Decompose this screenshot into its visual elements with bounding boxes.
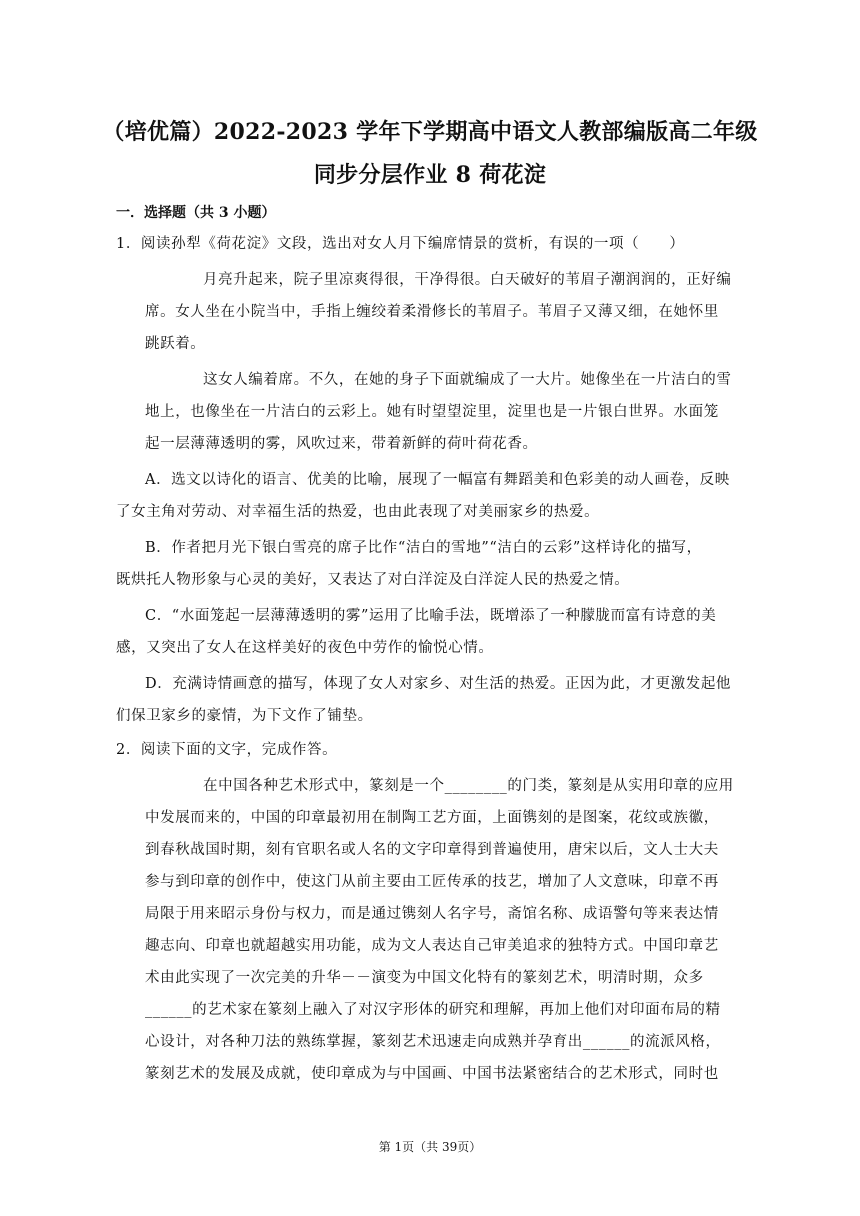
question-1-passage-line: 起一层薄薄透明的雾，风吹过来，带着新鲜的荷叶荷花香。 [145, 436, 538, 452]
question-2-passage-line: 参与到印章的创作中，使这门从前主要由工匠传承的技艺，增加了人文意味，印章不再 [145, 874, 719, 890]
page-title-line-1: （培优篇）2022-2023 学年下学期高中语文人教部编版高二年级 [102, 119, 758, 145]
question-2-passage-line: 在中国各种艺术形式中，篆刻是一个________的门类，篆刻是从实用印章的应用 [203, 778, 734, 794]
question-1-passage-line: 月亮升起来，院子里凉爽得很，干净得很。白天破好的苇眉子潮润润的，正好编 [203, 272, 732, 288]
question-2-passage-line: 篆刻艺术的发展及成就，使印章成为与中国画、中国书法紧密结合的艺术形式，同时也 [145, 1066, 719, 1082]
question-1-option-a-cont: 了女主角对劳动、对幸福生活的热爱，也由此表现了对美丽家乡的热爱。 [116, 504, 600, 520]
question-1-passage-line: 席。女人坐在小院当中，手指上缠绞着柔滑修长的苇眉子。苇眉子又薄又细，在她怀里 [145, 304, 719, 320]
section-heading: 一．选择题（共 3 小题） [116, 205, 276, 221]
question-1-option-b: B．作者把月光下银白雪亮的席子比作“洁白的雪地”“洁白的云彩”这样诗化的描写， [145, 540, 702, 556]
question-1-option-d: D．充满诗情画意的描写，体现了女人对家乡、对生活的热爱。正因为此，才更激发起他 [145, 676, 732, 692]
question-1-passage-line: 这女人编着席。不久，在她的身子下面就编成了一大片。她像坐在一片洁白的雪 [203, 372, 732, 388]
question-1-option-d-cont: 们保卫家乡的豪情，为下文作了铺垫。 [116, 708, 373, 724]
question-1-stem: 1．阅读孙犁《荷花淀》文段，选出对女人月下编席情景的赏析，有误的一项（ ） [116, 236, 685, 252]
page-footer: 第 1页（共 39页） [378, 1140, 482, 1154]
question-2-passage-line: 趣志向、印章也就超越实用功能，成为文人表达自己审美追求的独特方式。中国印章艺 [145, 938, 719, 954]
question-2-stem: 2．阅读下面的文字，完成作答。 [116, 742, 338, 758]
question-2-passage-line: 中发展而来的，中国的印章最初用在制陶工艺方面，上面镌刻的是图案，花纹或族徽， [145, 810, 719, 826]
question-1-option-c: C．“水面笼起一层薄薄透明的雾”运用了比喻手法，既增添了一种朦胧而富有诗意的美 [145, 608, 717, 624]
question-1-passage-line: 地上，也像坐在一片洁白的云彩上。她有时望望淀里，淀里也是一片银白世界。水面笼 [145, 404, 719, 420]
question-2-passage-line: ______的艺术家在篆刻上融入了对汉字形体的研究和理解，再加上他们对印面布局的精 [145, 1002, 721, 1018]
question-1-option-b-cont: 既烘托人物形象与心灵的美好，又表达了对白洋淀及白洋淀人民的热爱之情。 [116, 572, 630, 588]
question-1-option-a: A．选文以诗化的语言、优美的比喻，展现了一幅富有舞蹈美和色彩美的动人画卷，反映 [145, 472, 730, 488]
question-1-option-c-cont: 感，又突出了女人在这样美好的夜色中劳作的愉悦心情。 [116, 640, 494, 656]
question-2-passage-line: 到春秋战国时期，刻有官职名或人名的文字印章得到普遍使用，唐宋以后，文人士大夫 [145, 842, 719, 858]
question-2-passage-line: 心设计，对各种刀法的熟练掌握，篆刻艺术迅速走向成熟并孕育出______的流派风格， [145, 1034, 721, 1050]
question-1-passage-line: 跳跃着。 [145, 336, 206, 352]
page-title-line-2: 同步分层作业 8 荷花淀 [313, 162, 547, 188]
question-2-passage-line: 局限于用来昭示身份与权力，而是通过镌刻人名字号，斋馆名称、成语警句等来表达情 [145, 906, 719, 922]
question-2-passage-line: 术由此实现了一次完美的升华－－演变为中国文化特有的篆刻艺术，明清时期，众多 [145, 970, 704, 986]
